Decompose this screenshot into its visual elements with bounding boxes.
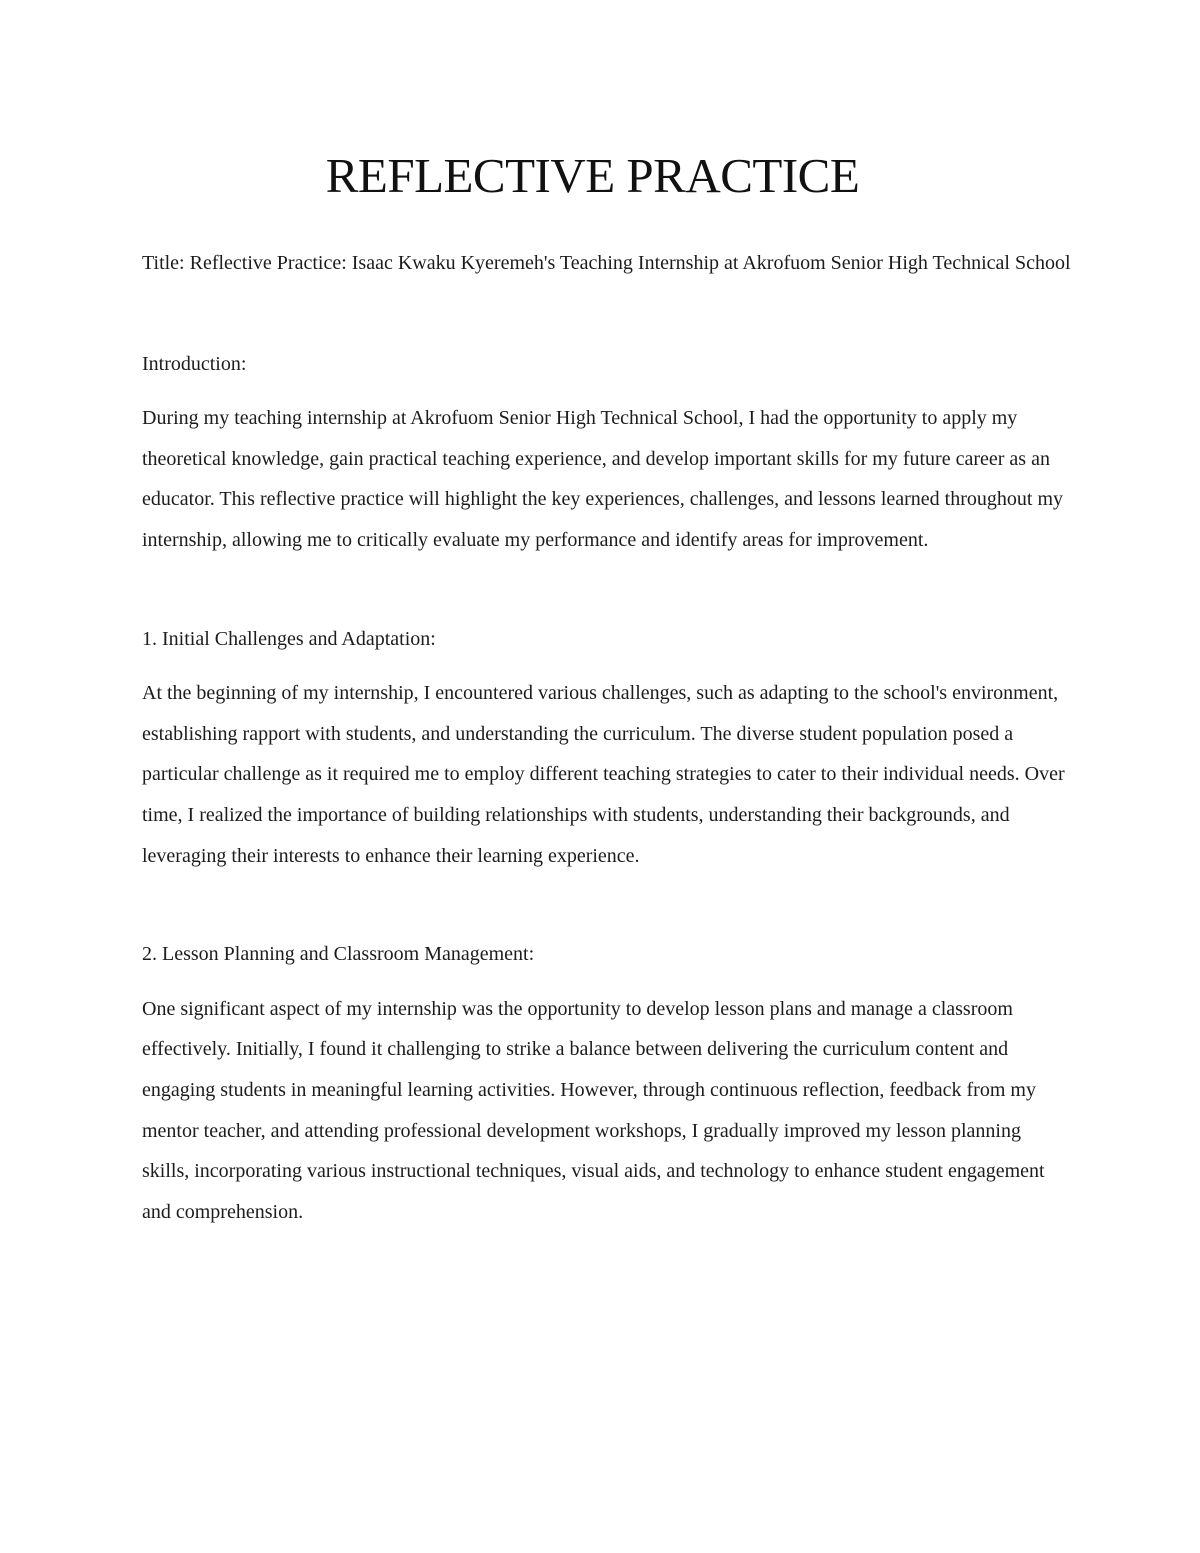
section-initial-challenges bbox=[142, 619, 1072, 877]
section-lesson-planning bbox=[142, 934, 1072, 1232]
section-heading: Introduction: bbox=[142, 352, 247, 375]
section-paragraph: At the beginning of my internship, I encountered various challenges, such as adapting to the school's environment, establishing rapport with students, and understanding the curriculum. The diverse student population posed a particular challenge as it required me to employ different teaching strategies to cater to their individual needs. Over time, I realized the importance of building relationships with students, understanding their backgrounds, and leveraging their interests to enhance their learning experience. bbox=[142, 682, 1065, 867]
section-paragraph: During my teaching internship at Akrofuom Senior High Technical School, I had the opportunity to apply my theoretical knowledge, gain practical teaching experience, and develop important skills for my future career as an educator. This reflective practice will highlight the key experiences, challenges, and lessons learned throughout my internship, allowing me to critically evaluate my performance and identify areas for improvement. bbox=[142, 407, 1063, 551]
document-body bbox=[142, 243, 1072, 1232]
section-heading: 2. Lesson Planning and Classroom Management: bbox=[142, 943, 535, 966]
page-title: REFLECTIVE PRACTICE bbox=[325, 148, 860, 203]
document-subtitle: Title: Reflective Practice: Isaac Kwaku Kyeremeh's Teaching Internship at Akrofuom Senior High Technical School bbox=[142, 252, 1071, 274]
section-heading: 1. Initial Challenges and Adaptation: bbox=[142, 627, 436, 650]
section-introduction bbox=[142, 344, 1072, 561]
section-paragraph: One significant aspect of my internship was the opportunity to develop lesson plans and manage a classroom effectively. Initially, I found it challenging to strike a balance between delivering the curriculum content and engaging students in meaningful learning activities. However, through continuous reflection, feedback from my mentor teacher, and attending professional development workshops, I gradually improved my lesson planning skills, incorporating various instructional techniques, visual aids, and technology to enhance student engagement and comprehension. bbox=[142, 997, 1045, 1223]
